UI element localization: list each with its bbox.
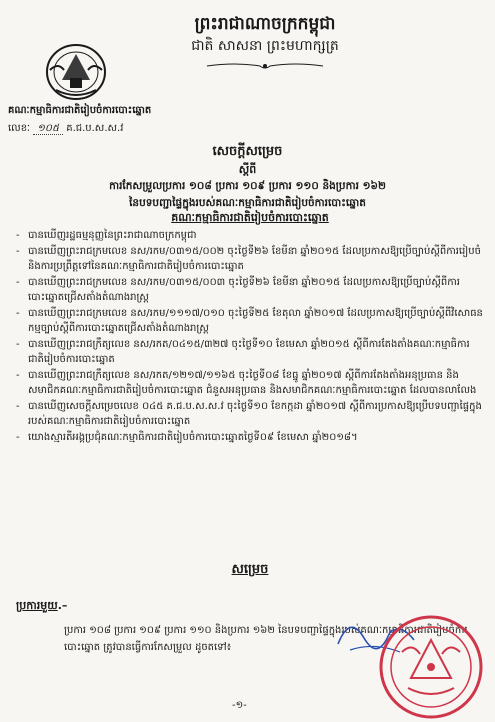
nec-emblem-icon <box>44 40 108 102</box>
visa-item: - បានឃើញព្រះរាជក្រមលេខ នស/រកម/១១១៧/០១០ ចុះថ្ងៃទី២៥ ខែតុលា ឆ្នាំ២០១៧ ដែលប្រកាសឱ្យប្រើច្បាប់ស្តីពីវិសោធនកម្មច្បាប់ស្តីពីការបោះឆ្នោតជ្រើសតាំងតំណាងរាស្ត្រ <box>16 308 483 334</box>
article-body-text: ប្រការ ១០៨ ប្រការ ១០៩ ប្រការ ១១០ និងប្រការ ១៦២ នៃបទបញ្ជាផ្ទៃក្នុងរបស់គណៈកម្មាធិការជាតិរៀបចំការបោះឆ្នោត ត្រូវបានធ្វើការកែសម្រួល ដូចតទៅ៖ <box>64 625 468 653</box>
title-line-1: សេចក្តីសម្រេច <box>212 144 283 159</box>
ornament-divider-icon <box>205 61 325 71</box>
visa-item: - បានឃើញព្រះរាជក្រឹត្យលេខ នស/រកត/០៤១៥/៣២៧ ចុះថ្ងៃទី១០ ខែមេសា ឆ្នាំ២០១៥ ស្តីពីការតែងតាំងគណៈកម្មាធិការជាតិរៀបចំការបោះឆ្នោត <box>16 339 470 365</box>
ref-number: ១០៥ <box>33 123 63 135</box>
ref-suffix: គ.ជ.ប.ស.ស.វ <box>66 123 124 134</box>
kingdom-title: ព្រះរាជាណាចក្រកម្ពុជា <box>194 14 336 34</box>
visa-item: - បានឃើញសេចក្តីសម្រេចលេខ ០៤៥ គ.ជ.ប.ស.ស.វ ចុះថ្ងៃទី១០ ខែកក្កដា ឆ្នាំ២០១៧ ស្តីពីការប្រកាសឱ្យប្រើបទបញ្ជាផ្ទៃក្នុងរបស់គណៈកម្មាធិការជាតិរៀបចំការបោះឆ្នោត <box>16 401 482 427</box>
ref-prefix: លេខៈ <box>8 123 31 134</box>
title-line-3: ការកែសម្រួលប្រការ ១០៨ ប្រការ ១០៩ ប្រការ ១១០ និងប្រការ ១៦២ <box>109 180 386 192</box>
official-seal-icon <box>372 612 490 722</box>
visa-item: - បានឃើញព្រះរាជក្រមលេខ នស/រកម/០៣១៥/០០២ ចុះថ្ងៃទី២៦ ខែមីនា ឆ្នាំ២០១៥ ដែលប្រកាសឱ្យប្រើច្បាប់ស្តីពីការរៀបចំ និងការប្រព្រឹត្តទៅនៃគណៈកម្មាធិការជាតិរៀបចំការបោះឆ្នោត <box>16 246 481 272</box>
authority-heading: គណៈកម្មាធិការជាតិរៀបចំការបោះឆ្នោត <box>171 211 329 224</box>
visa-item: - បានឃើញព្រះរាជក្រឹត្យលេខ នស/រកត/១២១៧/១១៦៥ ចុះថ្ងៃទី០៨ ខែធ្នូ ឆ្នាំ២០១៧ ស្តីពីការតែងតាំងអនុប្រធាន និងសមាជិកគណៈកម្មាធិការជាតិរៀបចំការបោះឆ្នោត ជំនួសអនុប្រធាន និងសមាជិកគណៈកម្មាធិការបោះឆ្នោត ដែលបានលាលែង <box>16 370 477 396</box>
reference-number <box>8 122 123 136</box>
visa-item: - យោងស្មារតីអង្គប្រជុំគណៈកម្មាធិការជាតិរៀបចំការបោះឆ្នោតថ្ងៃទី០៩ ខែមេសា ឆ្នាំ២០១៨។ <box>16 432 358 443</box>
article-heading <box>16 598 67 614</box>
visa-item: - បានឃើញព្រះរាជក្រមលេខ នស/រកម/០៣១៥/០០៣ ចុះថ្ងៃទី២៦ ខែមីនា ឆ្នាំ២០១៥ ដែលប្រកាសឱ្យប្រើច្បាប់ស្តីពីការបោះឆ្នោតជ្រើសតាំងតំណាងរាស្ត្រ <box>16 277 460 303</box>
title-line-2: ស្តីពី <box>238 163 257 176</box>
visa-item: - បានឃើញរដ្ឋធម្មនុញ្ញនៃព្រះរាជាណាចក្រកម្ពុជា <box>16 230 197 241</box>
title-line-4: នៃបទបញ្ជាផ្ទៃក្នុងរបស់គណៈកម្មាធិការជាតិរៀបចំការបោះឆ្នោត <box>129 197 366 209</box>
article-label: ប្រការមួយ <box>16 599 58 612</box>
issuer-name: គណៈកម្មាធិការជាតិរៀបចំការបោះឆ្នោត <box>8 105 152 116</box>
decides-heading: សម្រេច <box>231 562 269 577</box>
decision-title <box>40 142 455 212</box>
article-suffix: .– <box>57 599 68 612</box>
kingdom-header <box>150 12 380 75</box>
page-number: -១- <box>232 700 247 711</box>
visa-list <box>14 228 484 446</box>
national-motto: ជាតិ សាសនា ព្រះមហាក្សត្រ <box>191 38 339 54</box>
